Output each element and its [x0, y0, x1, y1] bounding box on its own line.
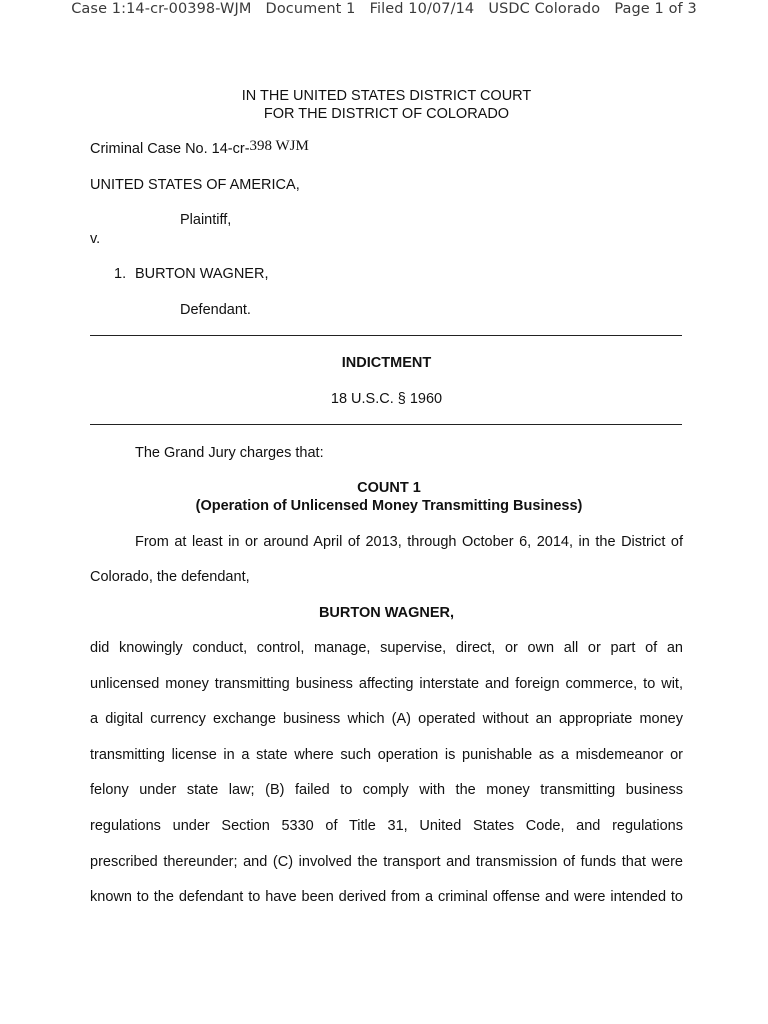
case-number-prefix: Criminal Case No. 14-cr-: [90, 141, 250, 157]
paragraph-2-line: unlicensed money transmitting business affecting interstate and foreign commerce, to wit,: [90, 675, 683, 692]
paragraph-2-line: felony under state law; (B) failed to comply with the money transmitting business: [90, 782, 683, 799]
count-title: COUNT 1: [357, 480, 421, 496]
paragraph-2-line: regulations under Section 5330 of Title 31, United States Code, and regulations: [90, 817, 683, 834]
document-title: INDICTMENT: [341, 355, 432, 371]
paragraph-2-line: transmitting license in a state where such operation is punishable as a misdemeanor or: [90, 746, 683, 763]
divider-bottom: [90, 424, 682, 425]
versus: v.: [90, 231, 101, 247]
paragraph-2-line: did knowingly conduct, control, manage, supervise, direct, or own all or part of an: [90, 640, 683, 656]
defendant-number: 1.: [114, 266, 127, 282]
defendant-name-bold: BURTON WAGNER,: [318, 605, 455, 621]
paragraph-2: [90, 631, 683, 916]
paragraph-1-line-2: Colorado, the defendant,: [90, 569, 250, 585]
divider-top: [90, 335, 682, 336]
case-number-handwritten: 398 WJM: [249, 138, 309, 154]
defendant-role: Defendant.: [180, 302, 251, 318]
grand-jury-intro: The Grand Jury charges that:: [135, 445, 324, 461]
plaintiff-role: Plaintiff,: [180, 212, 232, 228]
plaintiff-name: UNITED STATES OF AMERICA,: [90, 177, 300, 193]
paragraph-2-line: known to the defendant to have been derived from a criminal offense and were intended to: [90, 889, 683, 906]
defendant-name: BURTON WAGNER,: [135, 266, 269, 282]
statute-citation: 18 U.S.C. § 1960: [330, 391, 443, 407]
count-subtitle: (Operation of Unlicensed Money Transmitting Business): [195, 498, 583, 514]
case-number: [90, 140, 309, 158]
paragraph-2-line: a digital currency exchange business which (A) operated without an appropriate money: [90, 711, 683, 728]
paragraph-1-line-1: From at least in or around April of 2013, through October 6, 2014, in the District of: [135, 534, 683, 550]
court-name-line2: FOR THE DISTRICT OF COLORADO: [263, 106, 510, 122]
court-name-line1: IN THE UNITED STATES DISTRICT COURT: [241, 88, 532, 104]
paragraph-2-line: prescribed thereunder; and (C) involved the transport and transmission of funds that were: [90, 853, 683, 870]
court-filing-stamp: Case 1:14-cr-00398-WJM Document 1 Filed 10/07/14 USDC Colorado Page 1 of 3: [71, 1, 697, 17]
